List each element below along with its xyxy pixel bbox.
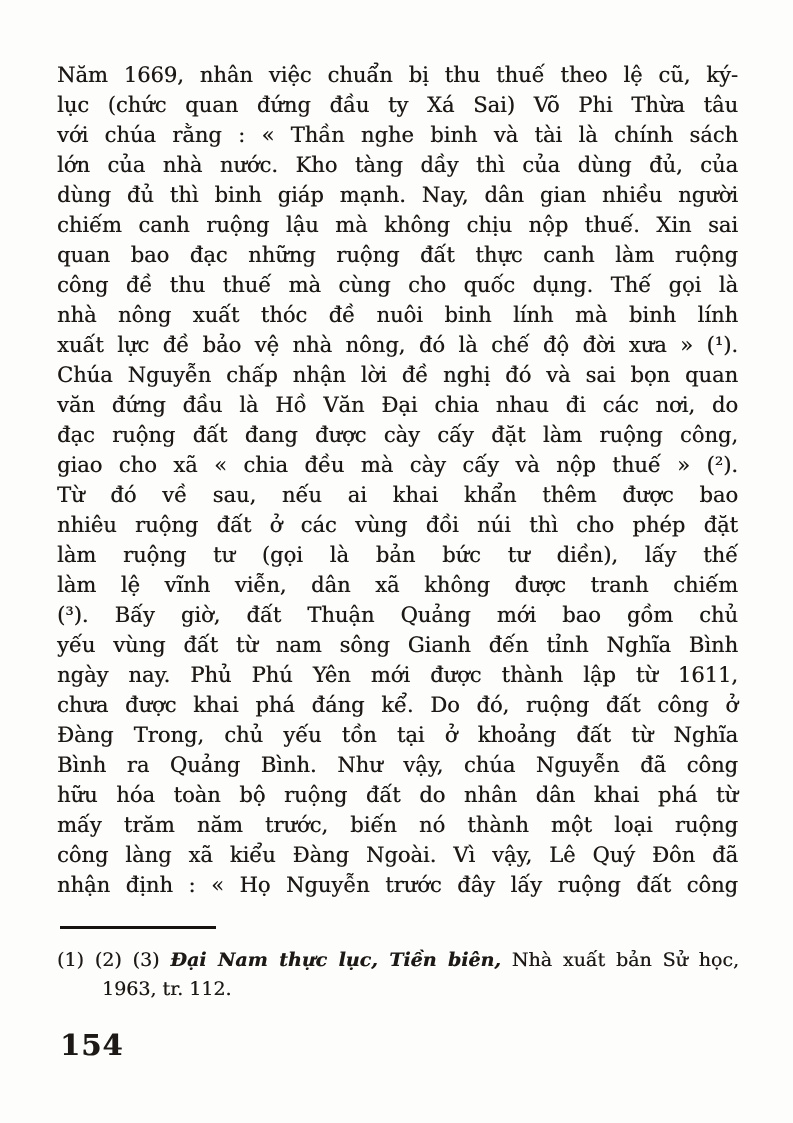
body-text-line: lớn của nhà nước. Kho tàng dầy thì của dùng đủ, của (57, 153, 738, 177)
body-text-line: làm ruộng tư (gọi là bản bức tư diền), lấy thế (57, 543, 738, 567)
body-text-line: chiếm canh ruộng lậu mà không chịu nộp thuế. Xin sai (57, 213, 738, 237)
body-text-line: xuất lực đề bảo vệ nhà nông, đó là chế độ đời xưa » (¹). (57, 333, 738, 357)
body-text-line: ngày nay. Phủ Phú Yên mới được thành lập từ 1611, (57, 663, 738, 687)
body-text-line: yếu vùng đất từ nam sông Gianh đến tỉnh Nghĩa Bình (57, 633, 738, 657)
footnote-work-title: Đại Nam thực lục, Tiền biên, (170, 949, 501, 971)
body-text-line: Chúa Nguyễn chấp nhận lời đề nghị đó và sai bọn quan (57, 363, 738, 387)
body-text-line: giao cho xã « chia đều mà cày cấy và nộp thuế » (²). (57, 453, 738, 477)
footnote-line-2: 1963, tr. 112. (102, 978, 232, 1000)
body-text-line: mấy trăm năm trước, biến nó thành một loại ruộng (57, 813, 738, 837)
body-text-line: với chúa rằng : « Thần nghe binh và tài là chính sách (57, 123, 738, 147)
body-text-line: dùng đủ thì binh giáp mạnh. Nay, dân gian nhiều người (57, 183, 738, 207)
body-text-line: nhận định : « Họ Nguyễn trước đây lấy ruộng đất công (57, 873, 738, 897)
footnote-separator-rule (60, 926, 216, 929)
body-text-line: quan bao đạc những ruộng đất thực canh làm ruộng (57, 243, 738, 267)
body-text-line: chưa được khai phá đáng kể. Do đó, ruộng đất công ở (57, 693, 738, 717)
body-text-line: Từ đó về sau, nếu ai khai khẩn thêm được bao (57, 483, 738, 507)
body-text-line: Đàng Trong, chủ yếu tồn tại ở khoảng đất từ Nghĩa (57, 723, 738, 747)
body-text-line: Bình ra Quảng Bình. Như vậy, chúa Nguyễn đã công (57, 753, 738, 777)
footnote-line-1 (57, 946, 739, 975)
body-text-line: đạc ruộng đất đang được cày cấy đặt làm ruộng công, (57, 423, 738, 447)
body-text-line: hữu hóa toàn bộ ruộng đất do nhân dân khai phá từ (57, 783, 738, 807)
body-text-line: Năm 1669, nhân việc chuẩn bị thu thuế theo lệ cũ, ký- (57, 63, 738, 87)
body-text-line: công đề thu thuế mà cùng cho quốc dụng. Thế gọi là (57, 273, 738, 297)
body-text-line: lục (chức quan đứng đầu ty Xá Sai) Võ Phi Thừa tâu (57, 93, 738, 117)
body-text-line: nhiêu ruộng đất ở các vùng đồi núi thì cho phép đặt (57, 513, 738, 537)
page-number: 154 (60, 1028, 124, 1062)
body-text-line: (³). Bấy giờ, đất Thuận Quảng mới bao gồm chủ (57, 603, 738, 627)
body-text-line: nhà nông xuất thóc đề nuôi binh lính mà binh lính (57, 303, 738, 327)
body-text-block (57, 60, 738, 900)
body-text-line: công làng xã kiểu Đàng Ngoài. Vì vậy, Lê Quý Đôn đã (57, 843, 738, 867)
body-text-line: văn đứng đầu là Hồ Văn Đại chia nhau đi các nơi, do (57, 393, 738, 417)
footnote-markers: (1) (2) (3) (57, 949, 160, 971)
footnote-publisher: Nhà xuất bản Sử học, (511, 949, 739, 971)
body-text-line: làm lệ vĩnh viễn, dân xã không được tranh chiếm (57, 573, 738, 597)
footnote (57, 946, 739, 1004)
